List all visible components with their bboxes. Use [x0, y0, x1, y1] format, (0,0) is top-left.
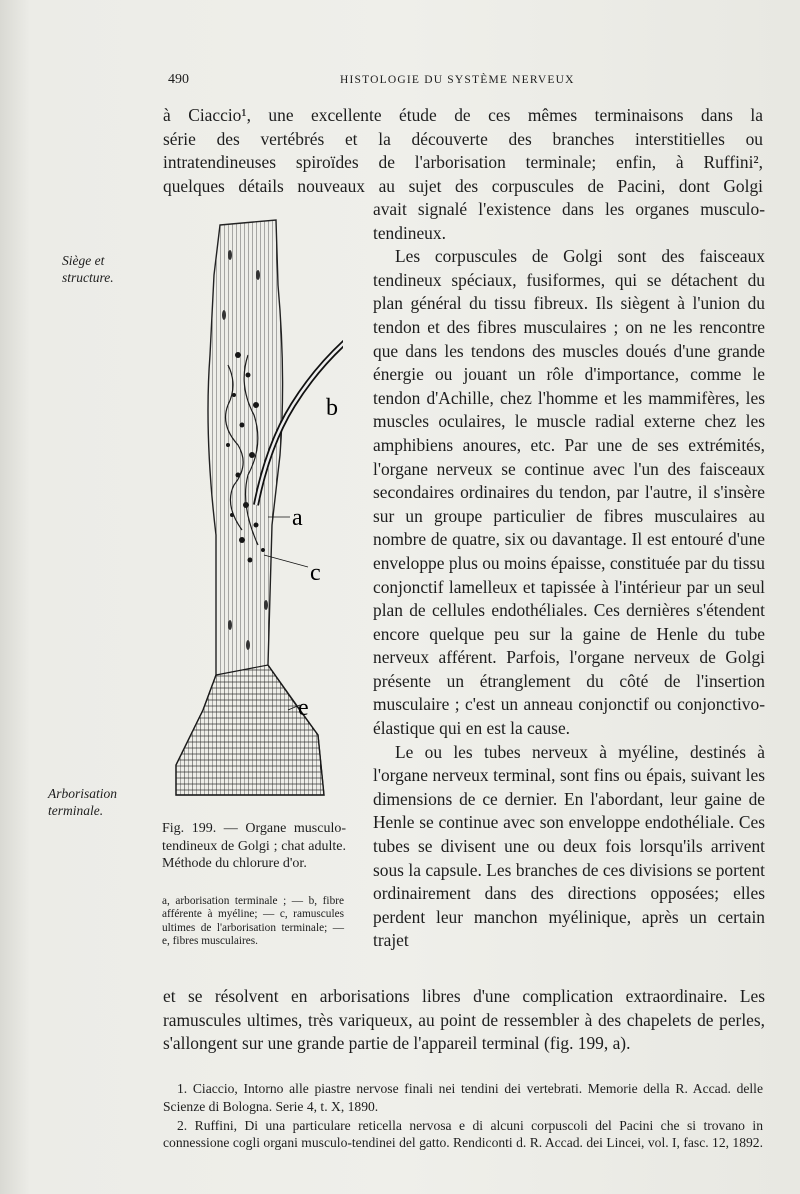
figure-legend: a, arborisation terminale ; — b, fibre afférente à myéline; — c, ramuscules ultimes de l'arborisation terminale; — e, fibres musculaires. — [162, 895, 344, 948]
margin-note-arborisation: Arborisation terminale. — [48, 786, 118, 818]
opening-lines — [163, 104, 763, 198]
running-header — [0, 72, 800, 92]
closing-lines — [163, 985, 765, 1056]
footnote-1: 1. Ciaccio, Intorno alle piastre nervose finali nei tendini dei vertebrati. Memorie della R. Accad. delle Scienze di Bologna. Serie 4, t. X, 1890. — [163, 1081, 763, 1114]
paragraph-nerve-tubes: Le ou les tubes nerveux à myéline, destinés à l'organe nerveux terminal, sont fins ou épais, suivant les dimensions de ce dernier. En l'abordant, leur gaine de Henle se continue avec son enveloppe endothéliale. Ces tubes se divisent une ou deux fois lorsqu'ils arrivent sous la capsule. Les branches de ces divisions se portent ordinairement dans des directions opposées; elles perdent leur manchon myélinique, après un certain trajet — [373, 741, 765, 951]
golgi-organ-illustration — [168, 205, 343, 805]
margin-note-siege: Siège et structure. — [62, 253, 114, 285]
text-line: à Ciaccio¹, une excellente étude de ces mêmes terminaisons dans la — [163, 105, 763, 125]
text-line: quelques détails nouveaux au sujet des corpuscules de Pacini, dont Golgi — [163, 175, 763, 196]
figure-label-e: e — [298, 695, 309, 721]
page-number: 490 — [168, 72, 189, 87]
paragraph-continuation: avait signalé l'existence dans les organes musculo-tendineux. — [373, 199, 765, 243]
paragraph-golgi-corpuscles: Les corpuscules de Golgi sont des faisceaux tendineux spéciaux, fusiformes, qui se détachent du plan général du tissu fibreux. Ils siègent à l'union du tendon et des fibres musculaires ; on ne les rencontre que dans les tendons des muscles doués d'une grande énergie ou jouant un rôle d'importance, comme le tendon d'Achille, chez l'homme et les mammifères, les muscles oculaires, le muscle radial externe chez les amphibiens anoures, etc. Par une de ses extrémités, l'organe nerveux se continue avec l'un des faisceaux secondaires ordinaires du tendon, par l'autre, il s'insère sur un groupe particulier de fibres musculaires au nombre de quatre, six ou davantage. Il est entouré d'une enveloppe plus ou moins épaisse, constituée par du tissu conjonctif lamelleux et tapissée à l'intérieur par un seul plan de cellules endothéliales. Ces dernières s'étendent encore quelque peu sur la gaine de Henle du tube nerveux afférent. Parfois, l'organe nerveux de Golgi présente un étranglement du côté de l'insertion musculaire ; c'est un anneau conjonctif ou conjonctivo-élastique qui en est la cause. — [373, 246, 765, 739]
text-line: série des vertébrés et la découverte des branches interstitielles ou — [163, 128, 763, 149]
figure-label-b: b — [326, 395, 338, 421]
footnote-2: 2. Ruffini, Di una particulare reticella nervosa e di alcuni corpuscoli del Pacini che si trovano in connessione cogli organi musculo-tendinei del gatto. Rendiconti d. R. Accad. dei Lincei, vol. I, fasc. 12, 1892. — [163, 1117, 764, 1151]
figure-caption: Fig. 199. — Organe musculo-tendineux de Golgi ; chat adulte. Méthode du chlorure d'or. — [162, 821, 346, 871]
text-line: intratendineuses spiroïdes de l'arborisation terminale; enfin, à Ruffini², — [163, 152, 763, 173]
running-title: HISTOLOGIE DU SYSTÈME NERVEUX — [340, 74, 575, 86]
figure-label-c: c — [310, 560, 321, 586]
figure-label-a: a — [292, 505, 303, 531]
muscle-fibers — [176, 665, 324, 795]
figure-golgi-organ — [168, 205, 343, 805]
footnotes — [163, 1080, 763, 1153]
column-text — [373, 198, 765, 953]
paragraph-arborisations: et se résolvent en arborisations libres d'une complication extraordinaire. Les ramuscules ultimes, très variqueux, au point de ressembler à des chapelets de perles, s'allongent sur une grande partie de l'appareil terminal (fig. 199, a). — [163, 986, 765, 1054]
